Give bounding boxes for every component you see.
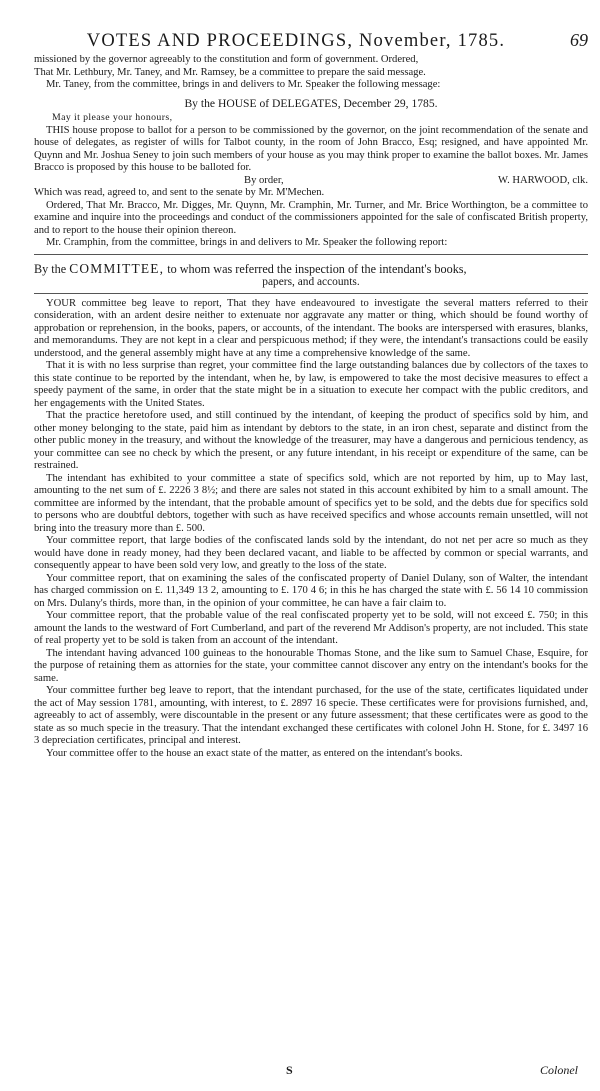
report-paragraph: YOUR committee beg leave to report, That they have endeavoured to investigate the several matters referred to their consideration, with an ardent desire neither to extenuate nor aggravate any matter or thing, which should be found worthy of approbation or reprehension, in the books, papers, or accounts, of the intendant. The books are interspersed with erasures, blanks, and memorandums. They are not kept in a clear and perspicuous method; if they were, the intendant's transactions could be easily understood, and the general assembly might have at any time a comprehensive knowledge of the same. (34, 297, 588, 359)
message-heading: By the HOUSE of DELEGATES, December 29, 1785. (184, 96, 438, 110)
page-number: 69 (570, 30, 588, 50)
report-paragraph: Your committee report, that the probable value of the real confiscated property yet to be sold, will not exceed £. 750; in this amount the lands to the westward of Fort Cumberland, and part of the reverend Mr Addison's property, are not included. This state of real property yet to be sold is taken from an account of the intendant. (34, 610, 588, 646)
page-body (34, 54, 588, 760)
report-paragraph: That the practice heretofore used, and still continued by the intendant, of keeping the product of specifics sold by him, and other money belonging to the state, paid him as intendant by debtors to the state, in an iron chest, separate and distinct from the other public money in the treasury, and without the knowledge of the treasurer, may have a dangerous and pernicious tendency, as your committee can see no check by which the present, or any future intendant, in his receipt or expenditure of the same, can be restrained. (34, 410, 588, 471)
report-paragraph: Your committee further beg leave to report, that the intendant purchased, for the use of the state, certificates liquidated under the act of May session 1781, amounting, with interest, to £. 2897 16 specie. These certificates were for provisions furnished, and, agreeably to act of assembly, were discountable in the present or any future assessment; that these certificates were as good to the state as so much specie in the treasury. That the intendant exchanged these certificates with colonel John H. Stone, for £. 3497 16 3 depreciation certificates, principal and interest. (34, 685, 588, 746)
report-delivery: Mr. Cramphin, from the committee, brings in and delivers to Mr. Speaker the following report: (46, 237, 448, 248)
catchword: Colonel (540, 1063, 578, 1077)
report-paragraph: Your committee offer to the house an exact state of the matter, as entered on the intendant's books. (46, 747, 463, 759)
clerk-signature: W. HARWOOD, clk. (498, 174, 588, 186)
report-heading-prefix: By the (34, 261, 67, 276)
report-paragraph: The intendant has exhibited to your committee a state of specifics sold, which are not reported by him, up to May last, amounting to the net sum of £. 2226 3 8½; and there are sales not stated in this account exhibited by him to a small amount. The committee are informed by the intendant, that the probable amount of specifics yet to be sold, and the debts due for specifics sold to persons who are doubtful debtors, together with such as have received specifics and whose accounts remain unsettled, will not bring into the treasury more than £. 500. (34, 472, 588, 534)
report-paragraph: That it is with no less surprise than regret, your committee find the large outstanding balances due by collectors of the taxes to this state continue to be reported by the intendant, when he, by law, is empowered to take the most decisive measures to effect a speedy payment of the same, in order that the state might be in a situation to execute her compact with the public creditors, and her engagements with the United States. (34, 360, 588, 409)
inquiry-order: Ordered, That Mr. Bracco, Mr. Digges, Mr. Quynn, Mr. Cramphin, Mr. Turner, and Mr. Brice Worthington, be a committee to examine and inquire into the proceedings and conduct of the commissioners appointed for the sale of confiscated British property, and to report to the house their opinion thereon. (34, 199, 588, 236)
message-body: THIS house propose to ballot for a person to be commissioned by the governor, on the joint recommendation of the senate and house of delegates, as register of wills for Talbot county, in the room of John Bracco, Esq; resigned, and have appointed Mr. Quynn and Mr. Joshua Seney to join such members of your house as you may think proper to examine the ballot boxes. Mr. James Bracco is proposed by this house to be balloted for. (34, 124, 588, 173)
continued-text: missioned by the governor agreeably to the constitution and form of government. Ordered, (34, 54, 419, 65)
report-heading-committee: COMMITTEE, (69, 260, 165, 276)
by-order-label: By order, (244, 174, 284, 186)
running-title: VOTES AND PROCEEDINGS, November, 1785. (86, 31, 506, 51)
report-heading-line2: papers, and accounts. (262, 275, 360, 288)
message-salutation: May it please your honours, (52, 112, 173, 123)
message-read-note: Which was read, agreed to, and sent to the senate by Mr. M'Mechen. (34, 187, 325, 198)
signature-mark: S (286, 1063, 293, 1077)
page-footer (0, 1063, 600, 1081)
message-delivery: Mr. Taney, from the committee, brings in and delivers to Mr. Speaker the following message: (46, 79, 441, 90)
report-paragraph: Your committee report, that large bodies of the confiscated lands sold by the intendant, do not net per acre so much as they would have done in ready money, had they been declared vacant, and liable to be affected by common or special warrants, and consequently appear to have been sold very low, and greatly to the loss of the state. (34, 535, 588, 571)
page-header (28, 30, 588, 50)
report-heading (34, 262, 588, 276)
committee-order: That Mr. Lethbury, Mr. Taney, and Mr. Ramsey, be a committee to prepare the said message. (34, 66, 426, 78)
report-heading-rest: to whom was referred the inspection of the intendant's books, (167, 261, 467, 276)
section-divider (34, 293, 588, 294)
report-paragraph: Your committee report, that on examining the sales of the confiscated property of Daniel Dulany, son of Walter, the intendant has charged commission on £. 11,349 13 2, amounting to £. 170 4 6; in this he has charged the state with £. 56 14 10 commission on Mrs. Dulany's thirds, more than, in the opinion of your committee, he can have a fair claim to. (34, 572, 588, 609)
message-signoff (34, 175, 588, 188)
section-divider (34, 254, 588, 255)
report-paragraph: The intendant having advanced 100 guineas to the honourable Thomas Stone, and the like sum to Samuel Chase, Esquire, for the purpose of retaining them as attornies for the state, your committee cannot discover any entry on the intendant's books for the same. (34, 647, 588, 684)
